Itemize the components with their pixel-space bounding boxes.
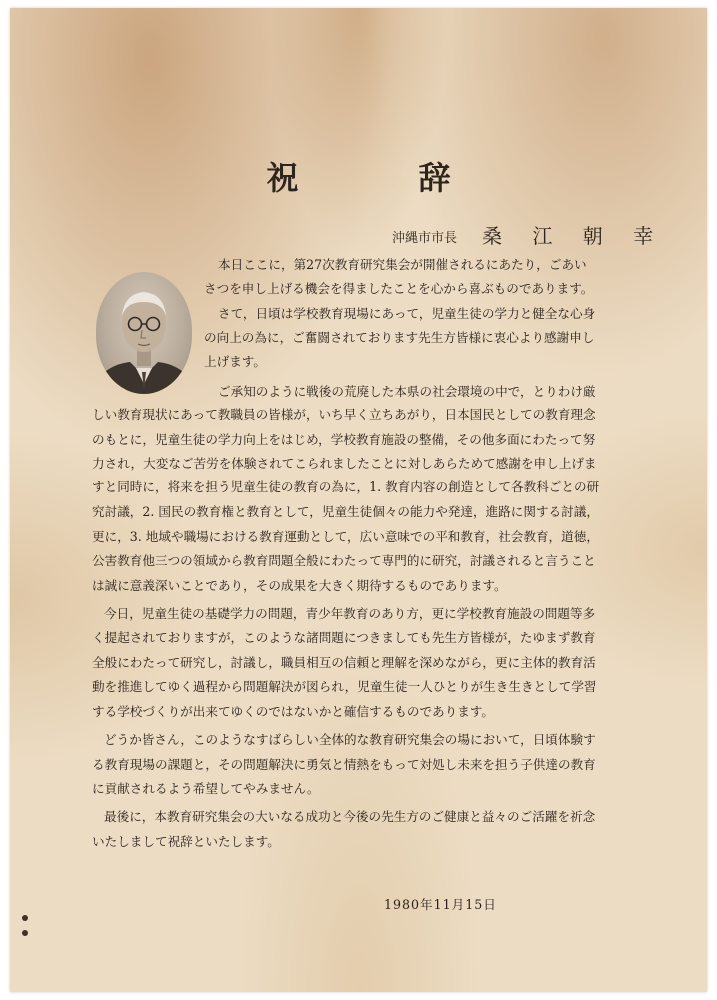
mayor-portrait-photo [96,272,192,394]
page-title: 祝 辞 [266,159,495,197]
body-line: は誠に意義深いことであり，その成果を大きく期待するものであります。 [92,578,507,593]
body-line: 本日ここに，第27次教育研究集会が開催されるにあたり，ごあい [218,257,587,272]
body-line: 力され，大変なご苦労を体験されてこられましたことに対しあらためて感謝を申し上げま [92,456,597,471]
body-line: する学校づくりが出来てゆくのではないかと確信するものであります。 [92,704,494,719]
body-line: 究討議，2. 国民の教育権と教育として，児童生徒個々の能力や発達，進路に関する討議， [92,504,599,519]
punch-hole-2 [22,930,28,936]
letter-date: 1980年11月15日 [384,897,497,912]
body-line: る教育現場の課題と，その問題解決に勇気と情熱をもって対処し未来を担う子供達の教育 [92,757,596,772]
body-line: に貢献されるよう希望してやみません。 [92,781,320,796]
body-line: 上げます。 [204,354,266,369]
body-line: しい教育現状にあって教職員の皆様が，いち早く立ちあがり，日本国民としての教育理念 [92,407,596,422]
body-line: 最後に，本教育研究集会の大いなる成功と今後の先生方のご健康と益々のご活躍を祈念 [104,809,596,824]
body-line: いたしまして祝辞といたします。 [92,834,280,849]
body-line: 今日，児童生徒の基礎学力の問題，青少年教育のあり方，更に学校教育施設の問題等多 [104,606,596,621]
signature-name: 桑 江 朝 幸 [482,224,666,248]
body-line: どうか皆さん，このようなすばらしい全体的な教育研究集会の場において，日頃体験す [104,732,596,747]
signature-role: 沖縄市市長 [392,231,458,246]
body-line: 更に，3. 地域や職場における教育運動として，広い意味での平和教育，社会教育，道徳， [92,529,599,544]
body-line: さつを申し上げる機会を得ましたことを心から喜ぶものであります。 [204,281,594,296]
body-line: すと同時に，将来を担う児童生徒の教育の為に，1. 教育内容の創造として各教科ごとの研 [92,479,600,494]
body-line: のもとに，児童生徒の学力向上をはじめ，学校教育施設の整備，その他多面にわたって努 [92,432,596,447]
body-line: さて，日頃は学校教育現場にあって，児童生徒の学力と健全な心身 [218,306,596,321]
body-line: の向上の為に，ご奮闘されております先生方皆様に衷心より感謝申し [204,330,595,345]
body-line: 動を推進してゆく過程から問題解決が図られ，児童生徒一人ひとりが生き生きとして学習 [92,679,597,694]
punch-hole-1 [22,915,28,921]
body-line: く提起されておりますが，このような諸問題につきましても先生方皆様が，たゆまず教育 [92,630,596,645]
body-line: ご承知のように戦後の荒廃した本県の社会環境の中で，とりわけ厳 [218,384,596,399]
body-line: 全般にわたって研究し，討議し，職員相互の信頼と理解を深めながら，更に主体的教育活 [92,655,596,670]
body-line: 公害教育他三つの領域から教育問題全般にわたって専門的に研究，討議されると言うこと [92,553,596,568]
